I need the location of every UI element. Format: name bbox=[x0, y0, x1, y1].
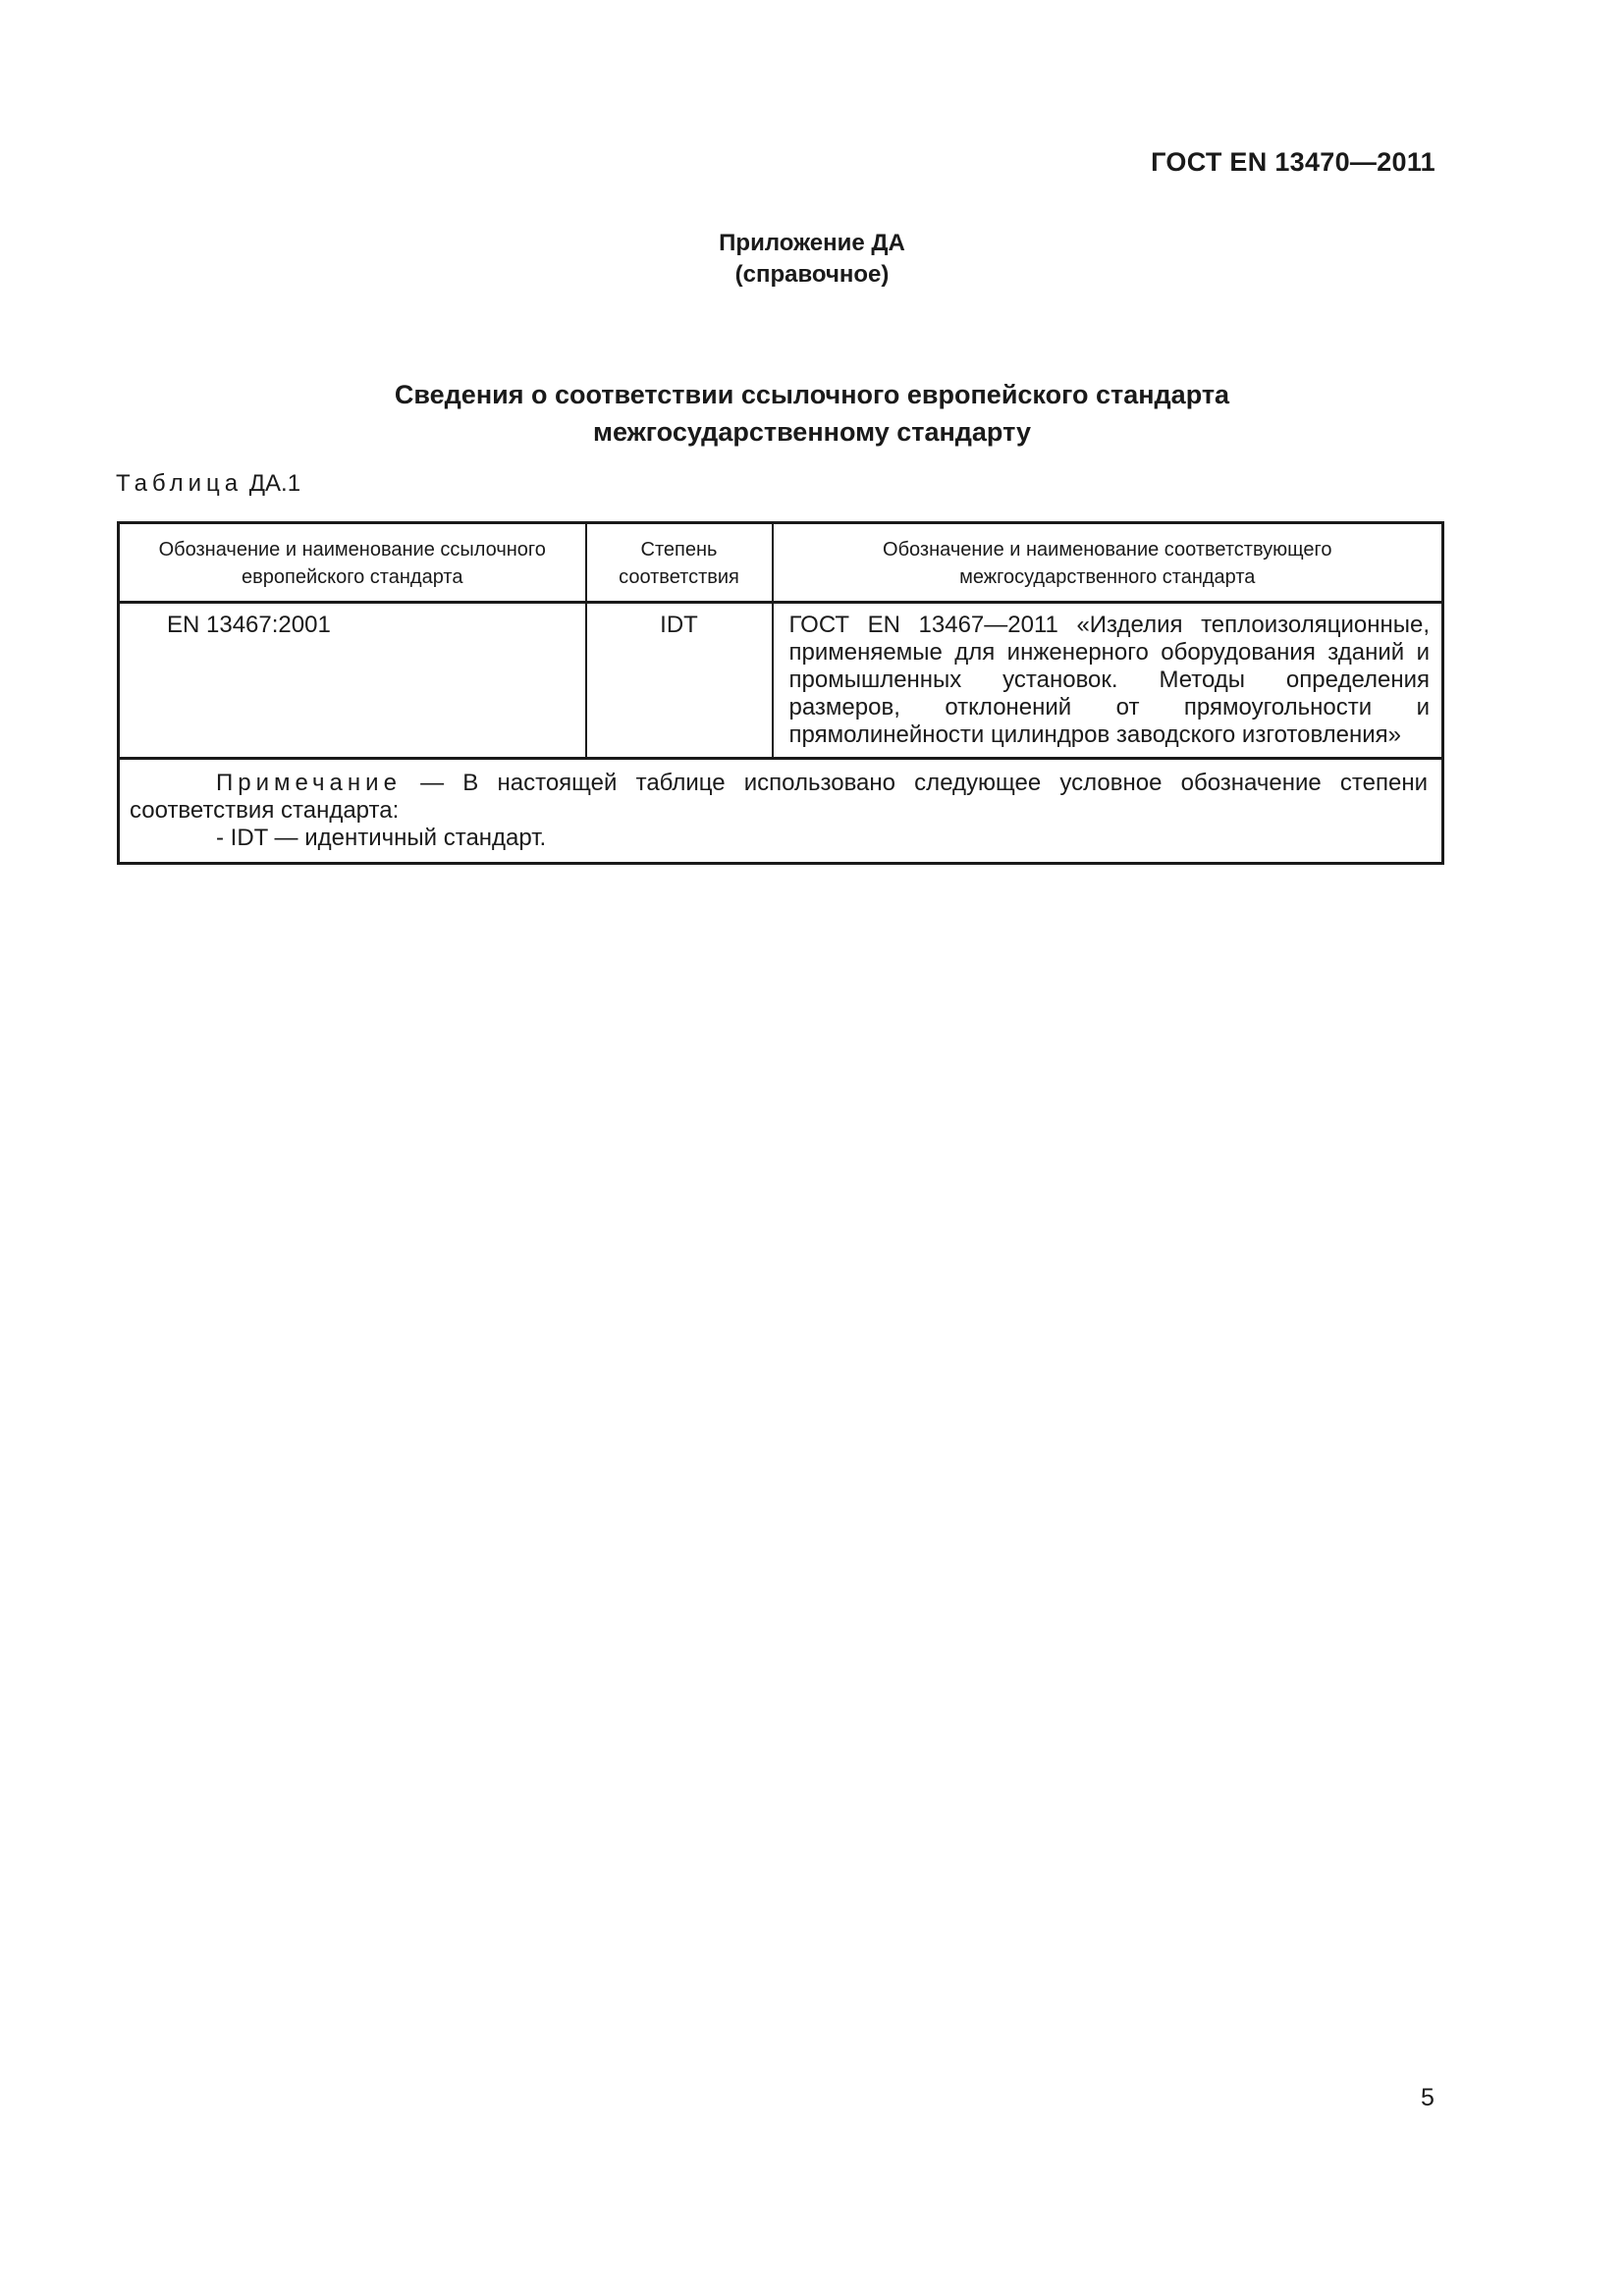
header-reference-line-2: европейского стандарта bbox=[242, 566, 463, 588]
interstate-standard-cell: ГОСТ EN 13467—2011 «Изделия теплоизоляционные, применяемые для инженерного оборудования зданий и промышленных установок. Методы определения размеров, отклонений от прямоугольности и прямолинейности цилиндров заводского изготовления» bbox=[773, 603, 1443, 759]
page-number: 5 bbox=[1421, 2084, 1435, 2111]
note-text bbox=[130, 770, 1428, 825]
note-item: - IDT — идентичный стандарт. bbox=[216, 825, 547, 851]
header-degree-line-2: соответствия bbox=[619, 566, 739, 588]
section-title-line-2: межгосударственному стандарту bbox=[593, 417, 1031, 447]
annex-heading bbox=[0, 228, 1624, 291]
section-title-line-1: Сведения о соответствии ссылочного европейского стандарта bbox=[394, 380, 1230, 409]
reference-standard-cell: EN 13467:2001 bbox=[119, 603, 586, 759]
header-degree-line-1: Степень bbox=[640, 539, 718, 561]
table-header-row bbox=[119, 523, 1443, 603]
header-interstate-standard bbox=[773, 523, 1443, 603]
header-interstate-line-2: межгосударственного стандарта bbox=[959, 566, 1256, 588]
document-code: ГОСТ EN 13470—2011 bbox=[1151, 147, 1435, 177]
table-label bbox=[116, 470, 300, 498]
table-note bbox=[119, 759, 1443, 864]
annex-type: (справочное) bbox=[734, 261, 890, 288]
header-degree bbox=[586, 523, 773, 603]
header-interstate-line-1: Обозначение и наименование соответствующего bbox=[883, 539, 1332, 561]
table-note-row bbox=[119, 759, 1443, 864]
table-row bbox=[119, 603, 1443, 759]
note-body: — В настоящей таблице использовано следующее условное обозначение степени соответствия стандарта: bbox=[130, 770, 1428, 824]
annex-title: Приложение ДА bbox=[719, 230, 905, 256]
header-reference-line-1: Обозначение и наименование ссылочного bbox=[158, 539, 546, 561]
table-label-word: Таблица bbox=[116, 470, 244, 497]
note-label: Примечание bbox=[216, 770, 402, 796]
header-reference-standard bbox=[119, 523, 586, 603]
section-title bbox=[0, 376, 1624, 451]
table-label-number: ДА.1 bbox=[248, 470, 301, 497]
degree-cell: IDT bbox=[586, 603, 773, 759]
correspondence-table bbox=[117, 521, 1444, 865]
